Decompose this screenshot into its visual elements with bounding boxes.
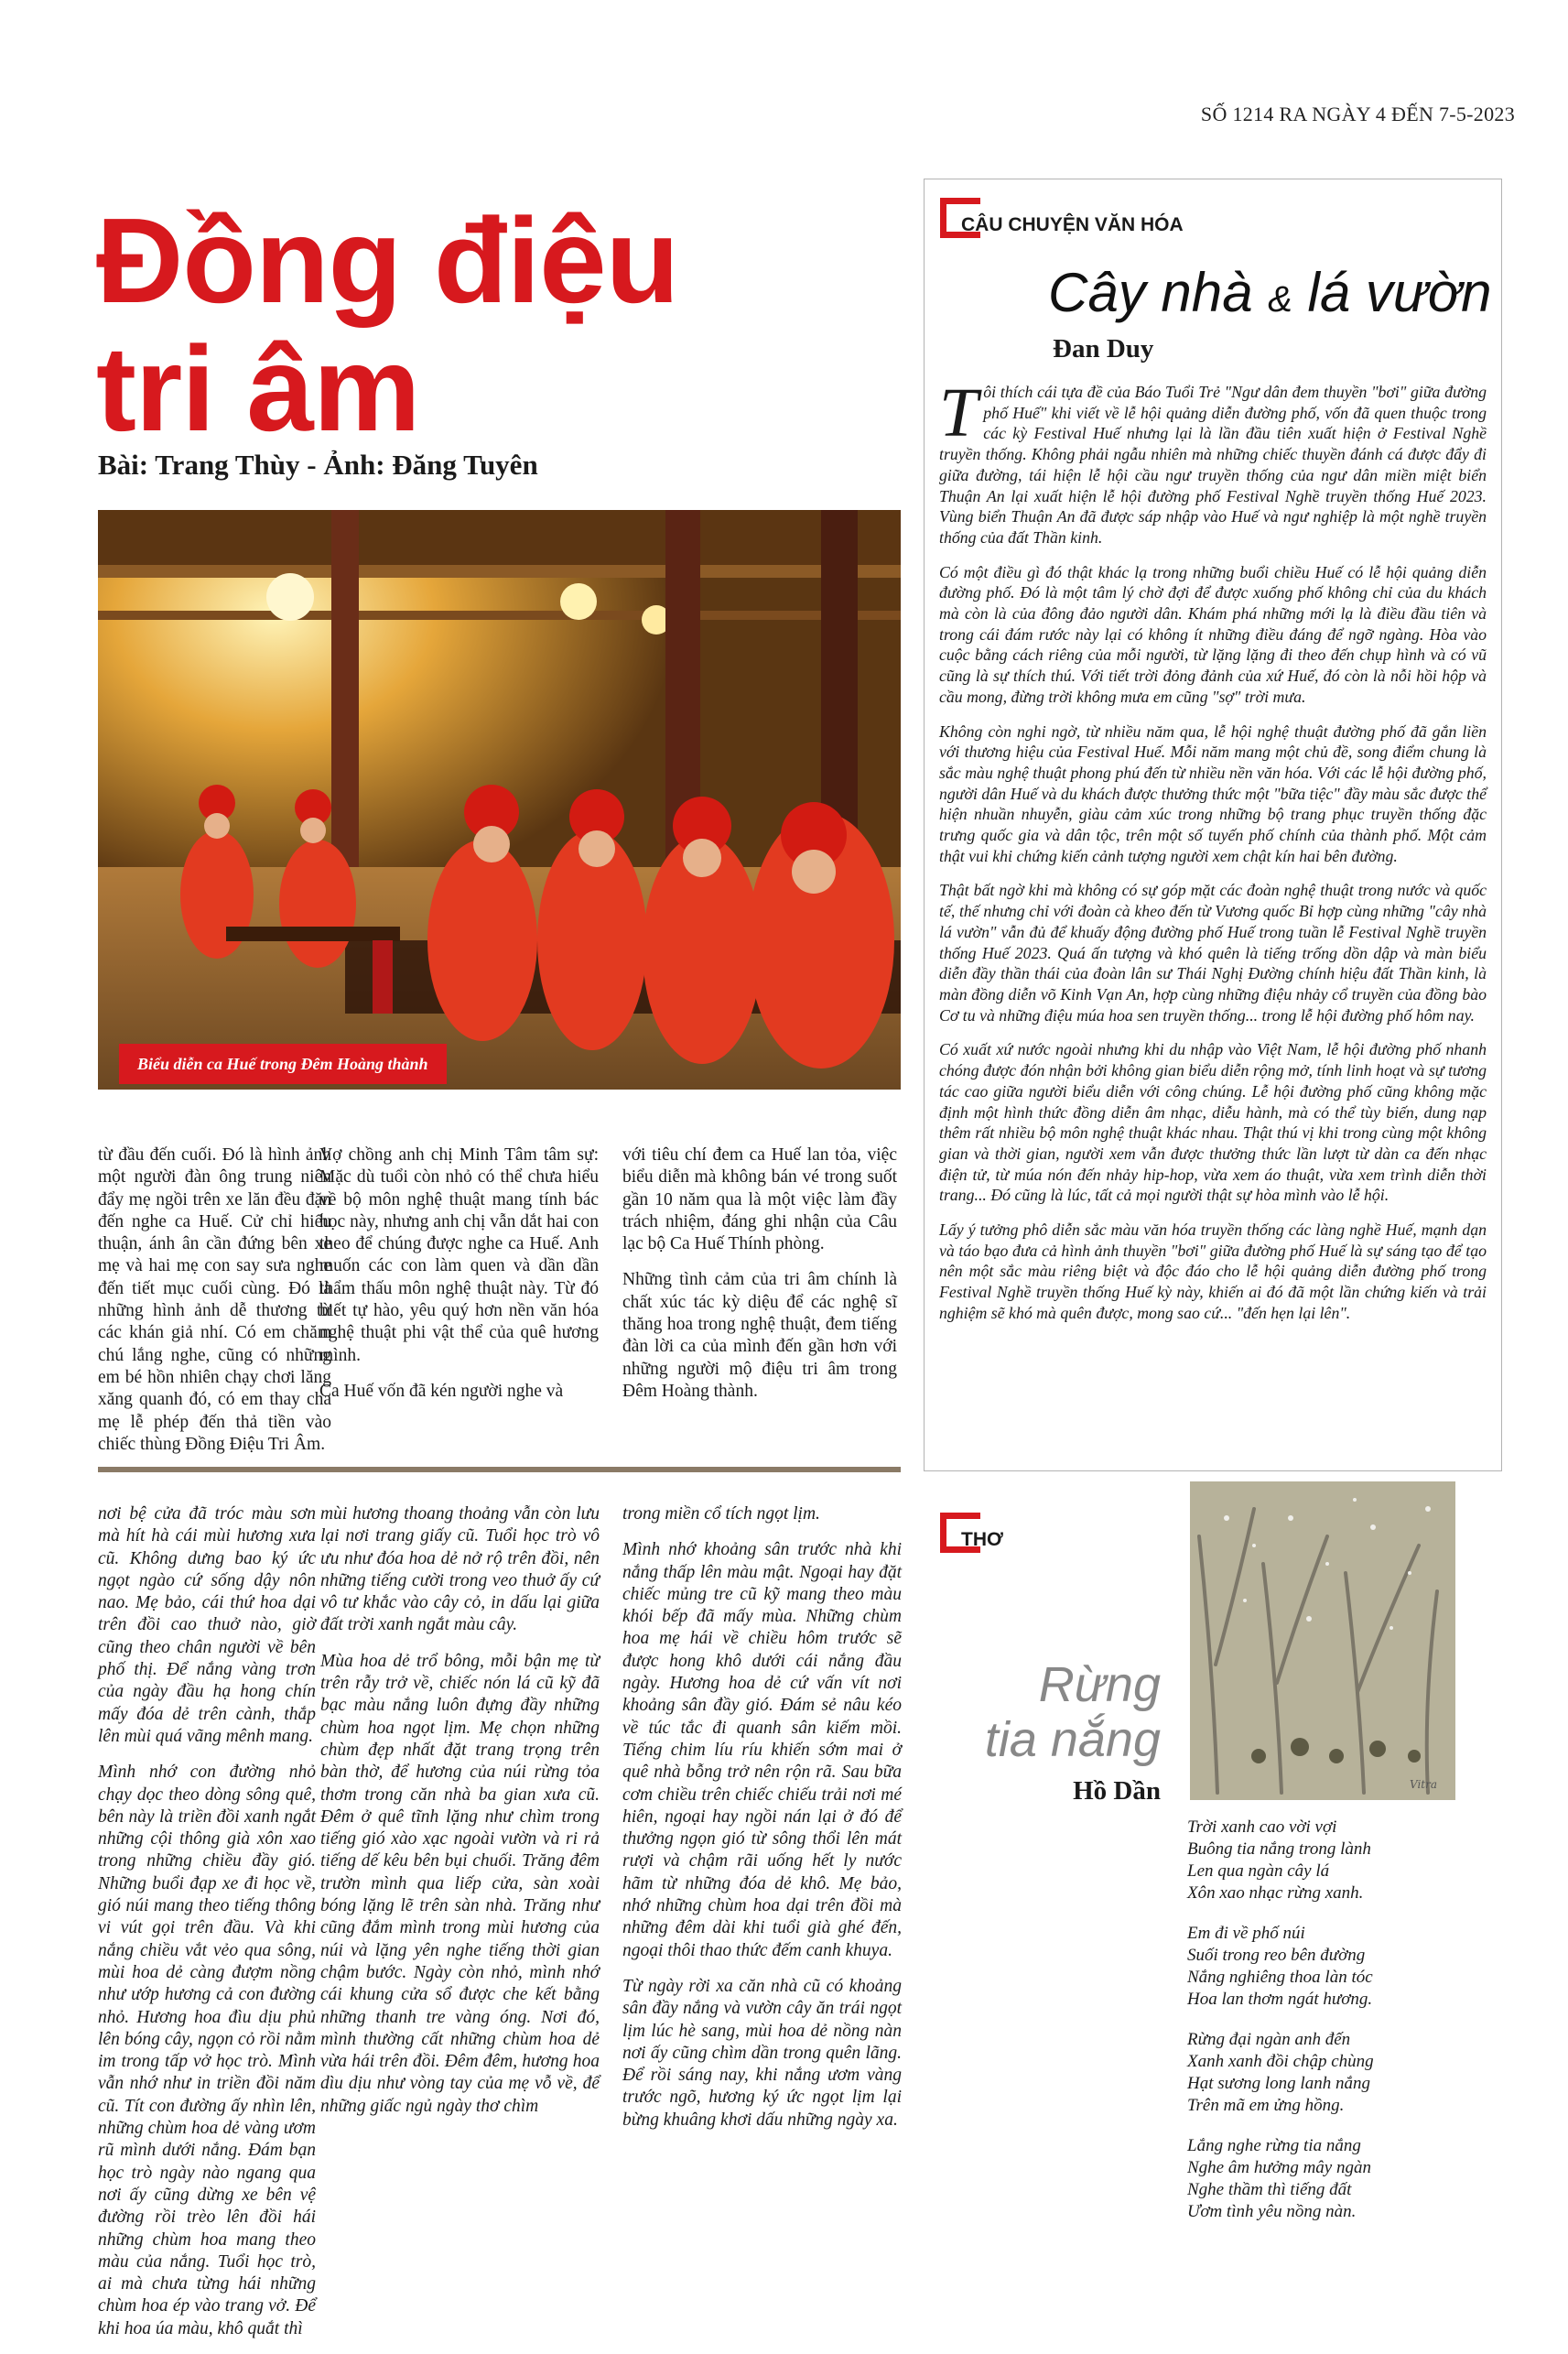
essay-paragraph: Thật bất ngờ khi mà không có sự góp mặt các đoàn nghệ thuật trong nước và quốc tế, thế nhưng chỉ với đoàn cà kheo đến từ Vương quốc Bỉ hợp cùng những "cây nhà lá vườn" vẫn đủ để khuấy động đường phố Huế trong tuần lễ Festival Nghề truyền thống Huế 2023. Quá ấn tượng và khó quên là tiếng trống dồn dập và màn biểu diễn đầy thần thái của đoàn lân sư Thái Nghị Đường chính hiệu đất Thần kinh, là màn đồng diễn võ Kinh Vạn An, hợp cùng những điệu nhảy cổ truyền của đồng bào Cơ tu và những điệu múa hoa sen truyền thống... trong lễ hội đường phố hôm nay. [939,881,1487,1025]
poem-stanza [1187,2135,1489,2223]
poem-line: Trời xanh cao vời vợi [1187,1817,1337,1837]
poem-line: Nghe thầm thì tiếng đất [1187,2180,1352,2199]
section-divider [98,1467,901,1472]
culture-section-label: CÂU CHUYỆN VĂN HÓA [961,214,1184,235]
poem-author: Hồ Dần [1073,1776,1161,1806]
headline-line-2: tri âm [96,321,420,456]
story-paragraph: nơi bệ cửa đã tróc màu sơn mà hít hà cái mùi hương xưa cũ. Không dưng bao ký ức ngọt ngào cứ sống dậy nôn nao. Mẹ bảo, cái thứ hoa dại trên đồi cao thuở nào, giờ cũng theo chân người về bên phố thị. Để nắng vàng trơn của ngày đầu hạ hong chín mấy đóa dẻ trên cành, thắp lên mùi quá vãng mênh mang. [98,1504,316,1746]
culture-essay [939,374,1487,1338]
culture-title-part-2: lá vườn [1307,262,1492,323]
illustration-signature: Vitra [1410,1778,1438,1791]
poem-line: Xôn xao nhạc rừng xanh. [1187,1883,1364,1903]
article-paragraph: Vợ chồng anh chị Minh Tâm tâm sự: Mặc dù tuổi còn nhỏ có thể chưa hiểu về bộ môn nghệ thuật mang tính bác học này, nhưng anh chị vẫn dắt hai con theo để chúng được nghe ca Huế. Anh muốn các con làm quen và dần dần thẩm thấu môn nghệ thuật này. Từ đó biết tự hào, yêu quý hơn nền văn hóa nghệ thuật phi vật thể của quê hương mình. [319,1145,599,1365]
article-photo [98,510,901,1090]
drop-cap: T [939,374,979,451]
poem-line: Buông tia nắng trong lành [1187,1839,1371,1859]
essay-paragraph: Lấy ý tưởng phô diễn sắc màu văn hóa truyền thống các làng nghề Huế, mạnh dạn và táo bạo đưa cả hình ảnh thuyền "bơi" giữa đường phố Huế là sự sáng tạo để tạo nên một sắc màu riêng biệt và độc đáo cho lễ hội quảng diễn đường phố trong Festival Nghề truyền thống Huế kỳ này, khiến ai đó đã một lần chứng kiến và trải nghiệm sẽ khó mà quên được, mong sao cứ... "đến hẹn lại lên". [939,1220,1487,1322]
article-column-3 [622,1144,897,1416]
article-paragraph: với tiêu chí đem ca Huế lan tỏa, việc biểu diễn mà không bán vé trong suốt gần 10 năm qua là một việc làm đầy trách nhiệm, đáng ghi nhận của Câu lạc bộ Ca Huế Thính phòng. [622,1145,897,1254]
poem-line: Ươm tình yêu nồng nàn. [1187,2202,1357,2221]
poem-line: Em đi về phố núi [1187,1924,1305,1943]
poem-line: Hoa lan thơm ngát hương. [1187,1990,1373,2009]
poem-line: Nắng nghiêng thoa làn tóc [1187,1968,1373,1987]
poem-line: Suối trong reo bên đường [1187,1946,1366,1965]
article-column-1 [98,1144,331,1470]
poem-stanza [1187,1817,1489,1904]
article-byline: Bài: Trang Thùy - Ảnh: Đăng Tuyên [98,449,538,481]
culture-title-part-1: Cây nhà [1048,262,1253,323]
article-paragraph: Những tình cảm của tri âm chính là chất xúc tác kỳ diệu để các nghệ sĩ thăng hoa trong nghệ thuật, đem tiếng đàn lời ca của mình đến gần hơn với những người mộ điệu tri âm trong Đêm Hoàng thành. [622,1270,897,1401]
poem-line: Len qua ngàn cây lá [1187,1861,1330,1881]
culture-author: Đan Duy [1053,334,1154,363]
essay-paragraph: Có một điều gì đó thật khác lạ trong những buổi chiều Huế có lễ hội quảng diễn đường phố. Đó là một tâm lý chờ đợi để được xuống phố không chỉ của du khách mà còn là của đông đảo người dân. Khám phá những mới lạ là điều đầu tiên và trong cái đám rước này lại có không ít những điều đáng để ngỡ ngàng. Hòa vào cuộc bằng cách riêng của mỗi người, từ lặng lặng đi theo đến chụp hình và có vũ cũng là sự thích thú. Với tiết trời đỏng đảnh của xứ Huế, đó còn là nỗi hồi hộp và cầu mong, đừng trời không mưa em cũng "sợ" trời mưa. [939,562,1487,706]
story-paragraph: trong miền cổ tích ngọt lịm. [622,1504,820,1524]
poem-section-label: THƠ [961,1529,1003,1550]
issue-date: SỐ 1214 RA NGÀY 4 ĐẾN 7-5-2023 [1200,103,1515,125]
essay-paragraph: Có xuất xứ nước ngoài nhưng khi du nhập vào Việt Nam, lễ hội đường phố nhanh chóng được đón nhận bởi không gian biểu diễn rộng mở, tính linh hoạt và sự tương tác cao giữa người biểu diễn với công chúng. Lễ hội đường phố cũng không mặc định một hình thức đồng diễn âm nhạc, diễu hành, mà có thể tùy biến, dung nạp thêm rất nhiều bộ môn nghệ thuật khác nhau. Thật thú vị khi trong cùng một không gian và thời gian, người xem vẫn được thưởng thức lần lượt từ dàn ca đến nhạc điện tử, từ múa nón đến nhảy hip-hop, vừa xem áo thuật, vừa xem trình diễn thời trang... Đó cũng là lúc, tất cả mọi người thật sự hòa mình vào lễ hội. [939,1040,1487,1205]
story-paragraph: Mùa hoa dẻ trổ bông, mỗi bận mẹ từ trên rẫy trở về, chiếc nón lá cũ kỹ đã bạc màu nắng luôn đựng đầy những chùm hoa ngọt lịm. Mẹ chọn những chùm đẹp nhất đặt trang trọng trên bàn thờ, để hương của núi rừng tỏa thơm trong căn nhà ba gian xưa cũ. Đêm ở quê tĩnh lặng như chìm trong tiếng gió xào xạc ngoài vườn và ri rả tiếng dế kêu bên bụi chuối. Trăng đêm trườn mình qua liếp cửa, sàn xoài bóng lặng lẽ trên sàn nhà. Trăng như cũng đắm mình trong mùi hương của núi và lặng yên nghe tiếng thời gian chậm bước. Ngày còn nhỏ, mình nhớ cái khung cửa sổ được che kết bằng những thanh tre vàng óng. Nơi đó, mình thường cất những chùm hoa dẻ vừa hái trên đồi. Đêm đêm, hương hoa dìu dịu như vòng tay của mẹ vỗ về, để những giấc ngủ ngày thơ chìm [320,1651,600,2116]
story-column-3 [622,1503,902,2145]
headline-line-1: Đồng điệu [96,193,679,328]
poem-stanza [1187,2029,1489,2117]
poem-stanza [1187,1923,1489,2011]
poem-title-line-1: Rừng [1038,1657,1161,1712]
poem-title [915,1657,1161,1767]
story-paragraph: Từ ngày rời xa căn nhà cũ có khoảng sân đầy nắng và vườn cây ăn trái ngọt lịm lúc hè sang, mùi hoa dẻ nồng nàn nơi ấy cũng chìm dần trong quên lãng. Để rồi sáng nay, khi nắng ươm vàng trước ngõ, hương ký ức ngọt lịm lại bừng khuâng khơi dấu những ngày xa. [622,1976,902,2130]
essay-paragraph: ôi thích cái tựa đề của Báo Tuổi Trẻ "Ngư dân đem thuyền "bơi" giữa đường phố Huế" khi viết về lễ hội quảng diễn đường phố, vốn đã quen thuộc trong các kỳ Festival Huế nhưng lại là lần đầu tiên xuất hiện ở Festival Nghề truyền thống. Không phải ngẫu nhiên mà những chiếc thuyền đánh cá được đẩy đi giữa đường, tái hiện lễ hội cầu ngư truyền thống của ngư dân miền miệt biển Thuận An lại xuất hiện lễ hội đường phố Festival Nghề truyền thống Huế 2023. Vùng biển Thuận An đã được sáp nhập vào Huế và ngư nghiệp là một nghề truyền thống của đất Thần kinh. [939,383,1487,547]
essay-paragraph: Không còn nghi ngờ, từ nhiều năm qua, lễ hội nghệ thuật đường phố đã gắn liền với thương hiệu của Festival Huế. Mỗi năm mang một chủ đề, song điểm chung là sắc màu nghệ thuật phong phú đến từ nhiều nền văn hóa. Với các lễ hội đường phố, người dân Huế và du khách được thưởng thức một "bữa tiệc" đầy màu sắc được thể hiện nhuần nhuyễn, giàu cảm xúc trong những bộ trang phục truyền thống đặc trưng quốc gia và dân tộc, trên một số tuyến phố chính của thành phố. Một cảm thật vui khi chứng kiến cảnh tượng người xem chật kín hai bên đường. [939,721,1487,865]
story-column-2 [320,1503,600,2132]
story-column-1 [98,1503,316,2354]
culture-title-ampersand: & [1268,279,1292,320]
photo-caption: Biểu diễn ca Huế trong Đêm Hoàng thành [119,1044,447,1084]
article-paragraph: từ đầu đến cuối. Đó là hình ảnh một người đàn ông trung niên đẩy mẹ ngồi trên xe lăn đều đặn đến nghe ca Huế. Cử chỉ hiếu thuận, ánh ân cần đứng bên xe mẹ và hai mẹ con say sưa nghe đến tiết mục cuối cùng. Đó là những hình ảnh dễ thương từ các khán giả nhí. Có em chăm chú lắng nghe, cũng có những em bé hồn nhiên chạy chơi lăng xăng quanh đó, có em thay cha mẹ lễ phép đến thả tiền vào chiếc thùng Đồng Điệu Tri Âm. [98,1145,331,1454]
poem-body [1187,1817,1489,2241]
poem-line: Xanh xanh đồi chập chùng [1187,2052,1374,2071]
article-column-2 [319,1144,599,1416]
story-paragraph: Mình nhớ khoảng sân trước nhà khi nắng thấp lên màu mật. Ngoại hay đặt chiếc mủng tre cũ kỹ mang theo màu khói bếp đã mấy mùa. Những chùm hoa mẹ hái về chiều hôm trước sẽ được hong khô dưới cái nắng đầu ngày. Hương hoa dẻ cứ vấn vít nơi khoảng sân đầy gió. Đám sẻ nâu kéo về túc tắc đi quanh sân kiếm mồi. Tiếng chim líu ríu khiến sớm mai ở quê nhà bỗng trở nên rộn rã. Sau bữa cơm chiều trên chiếc chiếu trải nơi mé hiên, ngoại hay ngồi nán lại ở đó để thưởng ngọn gió từ sông thổi lên mát rượi và chậm rãi uống hết ly nước hãm từ những đóa dẻ khô. Mẹ bảo, nhớ những chùm hoa dại trên đồi mà những đêm dài khi tuổi già ghé đến, ngoại thôi thao thức đếm canh khuya. [622,1540,902,1960]
article-headline [96,193,920,456]
poem-line: Nghe âm hưởng mây ngàn [1187,2158,1371,2177]
poem-line: Hạt sương long lanh nắng [1187,2074,1370,2093]
poem-line: Lắng nghe rừng tia nắng [1187,2136,1361,2155]
culture-title [1048,261,1492,324]
poem-line: Trên mã em ửng hồng. [1187,2096,1345,2115]
article-paragraph: Ca Huế vốn đã kén người nghe và [319,1381,564,1401]
story-paragraph: Mình nhớ con đường nhỏ chạy dọc theo dòng sông quê, bên này là triền đồi xanh ngắt những cội thông già xôn xao trong những chiều đầy gió. Những buổi đạp xe đi học về, gió núi mang theo tiếng thông vi vút gọi trên đầu. Và khi nắng chiều vắt vẻo qua sông, mùi hoa dẻ càng đượm nồng như ướp hương cả con đường nhỏ. Hương hoa đìu dịu phủ lên bóng cây, ngọn cỏ rồi nằm im trong tấp vở học trò. Mình vẫn nhớ như in triền đồi năm cũ. Tít con đường ấy nhìn lên, những chùm hoa dẻ vàng ươm rũ mình dưới nắng. Đám bạn học trò ngày nào ngang qua nơi ấy cũng dừng xe bên vệ đường rồi trèo lên đồi hái những chùm hoa mang theo màu của nắng. Tuổi học trò, ai mà chưa từng hái những chùm hoa ép vào trang vở. Để khi hoa úa màu, khô quắt thì [98,1763,316,2338]
poem-title-line-2: tia nắng [984,1712,1161,1767]
story-paragraph: mùi hương thoang thoảng vẫn còn lưu lại nơi trang giấy cũ. Tuổi học trò vô ưu như đóa hoa dẻ nở rộ trên đồi, nên những tiếng cười trong veo thuở ấy cứ vô tư khắc vào cây cỏ, in dấu lại giữa đất trời xanh ngắt màu cây. [320,1504,600,1635]
poem-line: Rừng đại ngàn anh đến [1187,2030,1351,2049]
poem-illustration [1190,1481,1455,1800]
